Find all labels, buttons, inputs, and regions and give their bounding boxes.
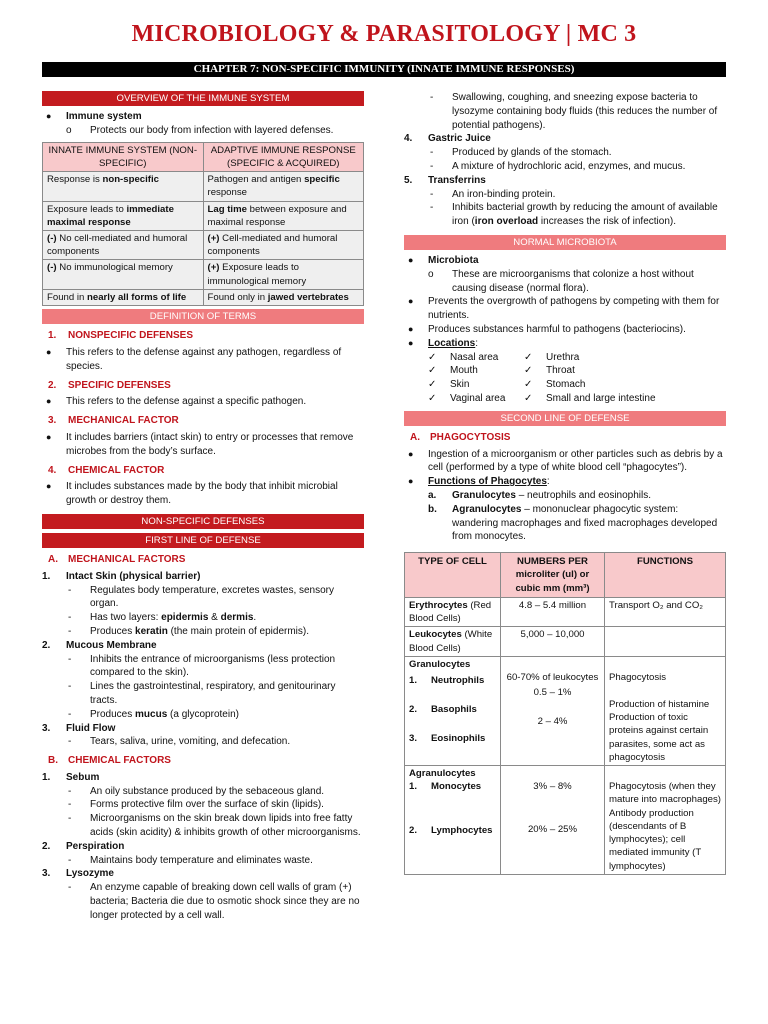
check-icon: ✓ [524, 351, 533, 363]
dash-item: - Lines the gastrointestinal, respiratory, and genitourinary tracts. [68, 681, 336, 706]
left-column [42, 91, 364, 923]
list-item-text: Granulocytes – neutrophils and eosinophils. [452, 489, 652, 501]
table-cell: Agranulocytes 1. Monocytes 2. Lymphocytes [405, 766, 501, 875]
table-cell: Pathogen and antigen specific response [203, 172, 364, 201]
table-cell: Found only in jawed vertebrates [203, 289, 364, 305]
immune-comparison-table [42, 142, 364, 307]
numbered-item: 3. Fluid Flow [42, 722, 116, 734]
check-icon: ✓ [524, 392, 533, 404]
table-cell: Phagocytosis (when they mature into macrophages) Antibody production (descendants of B lymphocytes); cell mediated immunity (T lymphocytes) [605, 766, 726, 875]
subsection-heading-mechanical: A. MECHANICAL FACTORS [48, 553, 186, 565]
list-item [404, 254, 726, 268]
subsection-heading-phagocytosis: A. PHAGOCYTOSIS [410, 431, 511, 443]
bullet-icon: ● [46, 346, 52, 357]
section-heading-first-line: FIRST LINE OF DEFENSE [42, 533, 364, 548]
numbered-item: 1. Sebum [42, 771, 100, 783]
table-header: TYPE OF CELL [405, 553, 501, 598]
location-item: ✓ Urethra [524, 351, 580, 363]
dash-item: - Inhibits the entrance of microorganisms (less protection compared to the skin). [68, 653, 336, 679]
list-item [404, 323, 726, 337]
term-heading: 2. SPECIFIC DEFENSES [48, 379, 171, 391]
table-row [405, 627, 726, 656]
numbered-item: 3. Lysozyme [42, 868, 114, 880]
dash-item: - An oily substance produced by the sebaceous gland. [68, 785, 325, 797]
table-header: ADAPTIVE IMMUNE RESPONSE (SPECIFIC & ACQUIRED) [203, 142, 364, 171]
table-cell: 3% – 8% 20% – 25% [501, 766, 605, 875]
location-item: ✓ Stomach [524, 379, 586, 391]
list-item-text: Ingestion of a microorganism or other particles such as debris by a cell (performed by a type of white blood cell “phagocytes”). [428, 448, 723, 474]
table-row [43, 231, 364, 260]
table-cell: Response is non-specific [43, 172, 204, 201]
location-item: ✓ Mouth [428, 365, 478, 377]
right-column [404, 91, 726, 875]
list-item-text: Protects our body from infection with layered defenses. [90, 124, 334, 136]
table-row [43, 172, 364, 201]
list-item: a. Granulocytes – neutrophils and eosinophils. [404, 489, 726, 503]
bullet-icon: ● [408, 476, 414, 487]
list-item: b. Agranulocytes – mononuclear phagocytic system: wandering macrophages and fixed macrophages developed from monocytes. [404, 503, 726, 544]
list-item-text: It includes barriers (intact skin) to entry or processes that remove microbes from the body’s surface. [66, 431, 354, 457]
table-cell: (+) Exposure leads to immunological memory [203, 260, 364, 289]
dash-item: - An enzyme capable of breaking down cell walls of gram (+) bacteria; Bacteria die due to osmotic shock since they are no longer protected by a cell wall. [68, 882, 360, 921]
dash-item: - Swallowing, coughing, and sneezing expose bacteria to lysozyme containing body fluids (this reduces the number of potential pathogens). [430, 92, 718, 131]
list-item-text: This refers to the defense against any pathogen, regardless of species. [66, 346, 342, 372]
check-icon: ✓ [428, 365, 437, 377]
list-item [42, 431, 364, 459]
table-row [43, 260, 364, 289]
term-heading: 4. CHEMICAL FACTOR [48, 464, 165, 476]
list-item [404, 268, 726, 296]
bullet-icon: ● [408, 337, 414, 348]
numbered-item: 5. Transferrins [404, 174, 486, 186]
bullet-icon: ● [408, 448, 414, 459]
list-item [42, 110, 364, 124]
section-heading-definitions: DEFINITION OF TERMS [42, 309, 364, 324]
table-cell: Leukocytes (White Blood Cells) [405, 627, 501, 656]
dash-item: - A mixture of hydrochloric acid, enzymes, and mucus. [430, 160, 686, 172]
dash-item: - Produces mucus (a glycoprotein) [68, 708, 239, 720]
numbered-item: 4. Gastric Juice [404, 133, 491, 145]
location-item: ✓ Small and large intestine [524, 392, 656, 404]
section-heading-second-line: SECOND LINE OF DEFENSE [404, 411, 726, 426]
table-row [43, 201, 364, 230]
table-cell: (-) No immunological memory [43, 260, 204, 289]
table-header: FUNCTIONS [605, 553, 726, 598]
dash-item: - Tears, saliva, urine, vomiting, and defecation. [68, 736, 291, 748]
subsection-heading-chemical: B. CHEMICAL FACTORS [48, 755, 171, 767]
section-heading-normal-microbiota: NORMAL MICROBIOTA [404, 235, 726, 250]
location-item: ✓ Nasal area [428, 351, 499, 363]
list-item-text: This refers to the defense against a specific pathogen. [66, 396, 307, 408]
list-item-text: Prevents the overgrowth of pathogens by competing with them for nutrients. [428, 296, 720, 322]
table-row [405, 766, 726, 875]
list-item-text: Locations: [428, 337, 479, 349]
table-cell: 60-70% of leukocytes 0.5 – 1% 2 – 4% [501, 656, 605, 765]
numbered-item: 1. Intact Skin (physical barrier) [42, 570, 201, 582]
table-cell: Lag time between exposure and maximal response [203, 201, 364, 230]
list-item [42, 480, 364, 508]
list-item-text: Produces substances harmful to pathogens (bacteriocins). [428, 323, 686, 335]
bullet-icon: ● [46, 431, 52, 442]
table-cell: Transport O₂ and CO₂ [605, 597, 726, 626]
numbered-item: 2. Perspiration [42, 840, 125, 852]
list-item [404, 475, 726, 489]
bullet-icon: ● [408, 254, 414, 265]
location-item: ✓ Vaginal area [428, 392, 506, 404]
dash-item: - Has two layers: epidermis & dermis. [68, 612, 257, 624]
location-item: ✓ Skin [428, 379, 470, 391]
dash-item: - Produces keratin (the main protein of epidermis). [68, 625, 309, 637]
section-heading-nonspecific: NON-SPECIFIC DEFENSES [42, 514, 364, 529]
list-item-text: It includes substances made by the body that inhibit microbial growth or destroy them. [66, 481, 338, 507]
numbered-item: 2. Mucous Membrane [42, 639, 157, 651]
dash-item: - Regulates body temperature, excretes wastes, sensory organ. [68, 584, 335, 610]
table-cell: Found in nearly all forms of life [43, 289, 204, 305]
table-cell [605, 627, 726, 656]
dash-item: - Inhibits bacterial growth by reducing the amount of available iron (iron overload increases the risk of infection). [430, 202, 718, 228]
dash-item: - Forms protective film over the surface of skin (lipids). [68, 799, 324, 811]
document-title: MICROBIOLOGY & PARASITOLOGY | MC 3 [131, 21, 637, 47]
list-item-text: Agranulocytes – mononuclear phagocytic system: wandering macrophages and fixed macrophages developed from monocytes. [452, 503, 718, 543]
locations-list [404, 351, 726, 406]
list-item [404, 295, 726, 323]
chapter-banner: CHAPTER 7: NON-SPECIFIC IMMUNITY (INNATE IMMUNE RESPONSES) [42, 62, 726, 77]
list-item [42, 124, 364, 138]
check-icon: ✓ [428, 379, 437, 391]
table-cell: (+) Cell-mediated and humoral components [203, 231, 364, 260]
dash-item: - Microorganisms on the skin break down lipids into free fatty acids (skin acidity) & inhibits growth of other microorganisms. [68, 813, 361, 839]
table-cell: Erythrocytes (Red Blood Cells) [405, 597, 501, 626]
location-item: ✓ Throat [524, 365, 575, 377]
check-icon: ✓ [524, 365, 533, 377]
table-row [405, 597, 726, 626]
list-item-text: Microbiota [428, 254, 479, 266]
table-cell: 4.8 – 5.4 million [501, 597, 605, 626]
circle-bullet-icon: o [428, 268, 434, 280]
table-row [405, 656, 726, 765]
dash-item: - An iron-binding protein. [430, 188, 556, 200]
bullet-icon: ● [46, 481, 52, 492]
check-icon: ✓ [428, 392, 437, 404]
bullet-icon: ● [408, 296, 414, 307]
list-item-text: Functions of Phagocytes: [428, 476, 550, 488]
table-cell: Phagocytosis Production of histamine Production of toxic proteins against certain parasites, some act as phagocytosis [605, 656, 726, 765]
table-header: INNATE IMMUNE SYSTEM (NON-SPECIFIC) [43, 142, 204, 171]
table-cell: Granulocytes 1. Neutrophils 2. Basophils 3. Eosinophils [405, 656, 501, 765]
bullet-icon: ● [408, 323, 414, 334]
list-item [404, 448, 726, 476]
bullet-icon: ● [46, 111, 52, 121]
list-item [42, 395, 364, 409]
bullet-icon: ● [46, 396, 52, 407]
table-header: NUMBERS PER microliter (ul) or cubic mm (mm³) [501, 553, 605, 598]
table-cell: Exposure leads to immediate maximal response [43, 201, 204, 230]
term-heading: 3. MECHANICAL FACTOR [48, 415, 179, 427]
table-cell: (-) No cell-mediated and humoral components [43, 231, 204, 260]
list-item-text: These are microorganisms that colonize a host without causing disease (normal flora). [452, 268, 694, 294]
blood-cells-table [404, 552, 726, 875]
dash-item: - Maintains body temperature and eliminates waste. [68, 854, 313, 866]
section-heading-overview: OVERVIEW OF THE IMMUNE SYSTEM [42, 91, 364, 106]
list-item [42, 346, 364, 374]
table-cell: 5,000 – 10,000 [501, 627, 605, 656]
list-item-text: Immune system [66, 111, 142, 122]
term-heading: 1. NONSPECIFIC DEFENSES [48, 330, 194, 342]
list-item [404, 337, 726, 351]
circle-bullet-icon: o [66, 124, 72, 136]
check-icon: ✓ [428, 351, 437, 363]
check-icon: ✓ [524, 379, 533, 391]
table-row [43, 289, 364, 305]
dash-item: - Produced by glands of the stomach. [430, 147, 612, 159]
